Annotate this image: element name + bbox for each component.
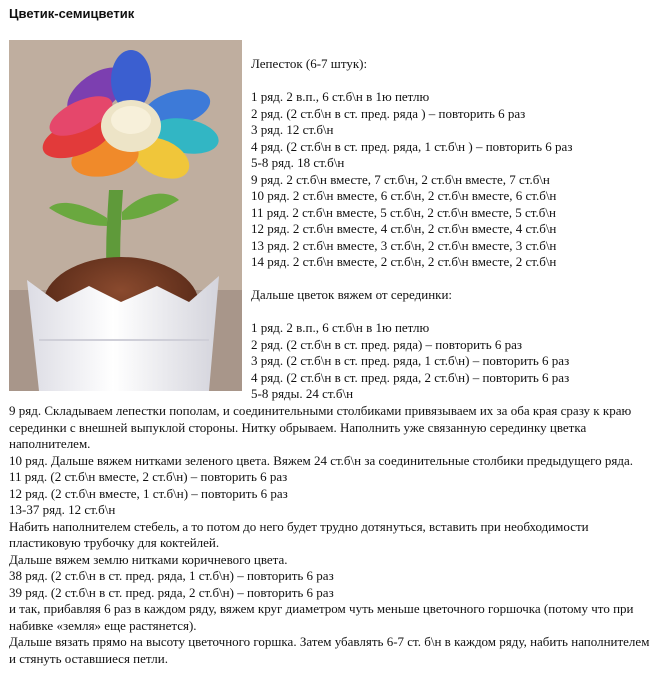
- petal-row: 3 ряд. 12 ст.б\н: [251, 122, 334, 137]
- petal-row: 10 ряд. 2 ст.б\н вместе, 6 ст.б\н, 2 ст.б\н вместе, 6 ст.б\н: [251, 188, 557, 203]
- instruction-paragraph: 13-37 ряд. 12 ст.б\н: [9, 502, 116, 517]
- center-row: 1 ряд. 2 в.п., 6 ст.б\н в 1ю петлю: [251, 320, 430, 335]
- instruction-paragraph: 9 ряд. Складываем лепестки пополам, и соединительными столбиками привязываем их за оба края сразу к краю серединки с внешней выпуклой стороны. Нитку обрываем. Наполнить уже связанную серединку цветка наполнителем.: [9, 403, 632, 451]
- center-row: 3 ряд. (2 ст.б\н в ст. пред. ряда, 1 ст.б\н) – повторить 6 раз: [251, 353, 570, 368]
- petal-heading: Лепесток (6-7 штук):: [251, 56, 368, 71]
- petal-row: 5-8 ряд. 18 ст.б\н: [251, 155, 345, 170]
- instruction-paragraph: и так, прибавляя 6 раз в каждом ряду, вяжем круг диаметром чуть меньше цветочного горшочка (потому что при набивке «земля» еще растянется).: [9, 601, 634, 633]
- center-row: 5-8 ряды. 24 ст.б\н: [251, 386, 354, 401]
- petal-row: 14 ряд. 2 ст.б\н вместе, 2 ст.б\н, 2 ст.б\н вместе, 2 ст.б\н: [251, 254, 557, 269]
- petal-row: 2 ряд. (2 ст.б\н в ст. пред. ряда ) – повторить 6 раз: [251, 105, 526, 121]
- petal-row: 13 ряд. 2 ст.б\н вместе, 3 ст.б\н, 2 ст.б\н вместе, 3 ст.б\н: [251, 237, 557, 253]
- instruction-paragraph: Дальше вяжем землю нитками коричневого цвета.: [9, 551, 288, 567]
- petal-row: 12 ряд. 2 ст.б\н вместе, 4 ст.б\н, 2 ст.б\н вместе, 4 ст.б\н: [251, 221, 557, 236]
- center-heading: Дальше цветок вяжем от серединки:: [251, 287, 453, 302]
- center-row: 2 ряд. (2 ст.б\н в ст. пред. ряда) – повторить 6 раз: [251, 336, 523, 352]
- instruction-paragraph: 39 ряд. (2 ст.б\н в ст. пред. ряда, 2 ст.б\н) – повторить 6 раз: [9, 584, 334, 600]
- assembly-instructions: [9, 403, 654, 667]
- instruction-paragraph: 38 ряд. (2 ст.б\н в ст. пред. ряда, 1 ст.б\н) – повторить 6 раз: [9, 568, 334, 583]
- page-title: Цветик-семицветик: [9, 6, 135, 21]
- petal-row: 1 ряд. 2 в.п., 6 ст.б\н в 1ю петлю: [251, 89, 430, 104]
- crocheted-flower-photo: [9, 40, 242, 391]
- instruction-paragraph: 11 ряд. (2 ст.б\н вместе, 2 ст.б\н) – повторить 6 раз: [9, 469, 288, 484]
- center-row: 4 ряд. (2 ст.б\н в ст. пред. ряда, 2 ст.б\н) – повторить 6 раз: [251, 369, 570, 385]
- petal-row: 4 ряд. (2 ст.б\н в ст. пред. ряда, 1 ст.б\н ) – повторить 6 раз: [251, 138, 573, 154]
- petal-instructions: [251, 56, 656, 403]
- petal-row: 11 ряд. 2 ст.б\н вместе, 5 ст.б\н, 2 ст.б\н вместе, 5 ст.б\н: [251, 204, 556, 220]
- instruction-paragraph: 12 ряд. (2 ст.б\н вместе, 1 ст.б\н) – повторить 6 раз: [9, 485, 288, 501]
- instruction-paragraph: Набить наполнителем стебель, а то потом до него будет трудно дотянуться, вставить при необходимости пластиковую трубочку для коктейлей.: [9, 518, 589, 550]
- crocheted-flower-pot-photo: [9, 40, 242, 391]
- instruction-paragraph: Дальше вязать прямо на высоту цветочного горшка. Затем убавлять 6-7 ст. б\н в каждом ряду, набить наполнителем и стянуть оставшиеся петли.: [9, 634, 650, 666]
- instruction-paragraph: 10 ряд. Дальше вяжем нитками зеленого цвета. Вяжем 24 ст.б\н за соединительные столбики предыдущего ряда.: [9, 452, 633, 468]
- petal-row: 9 ряд. 2 ст.б\н вместе, 7 ст.б\н, 2 ст.б\н вместе, 7 ст.б\н: [251, 171, 550, 187]
